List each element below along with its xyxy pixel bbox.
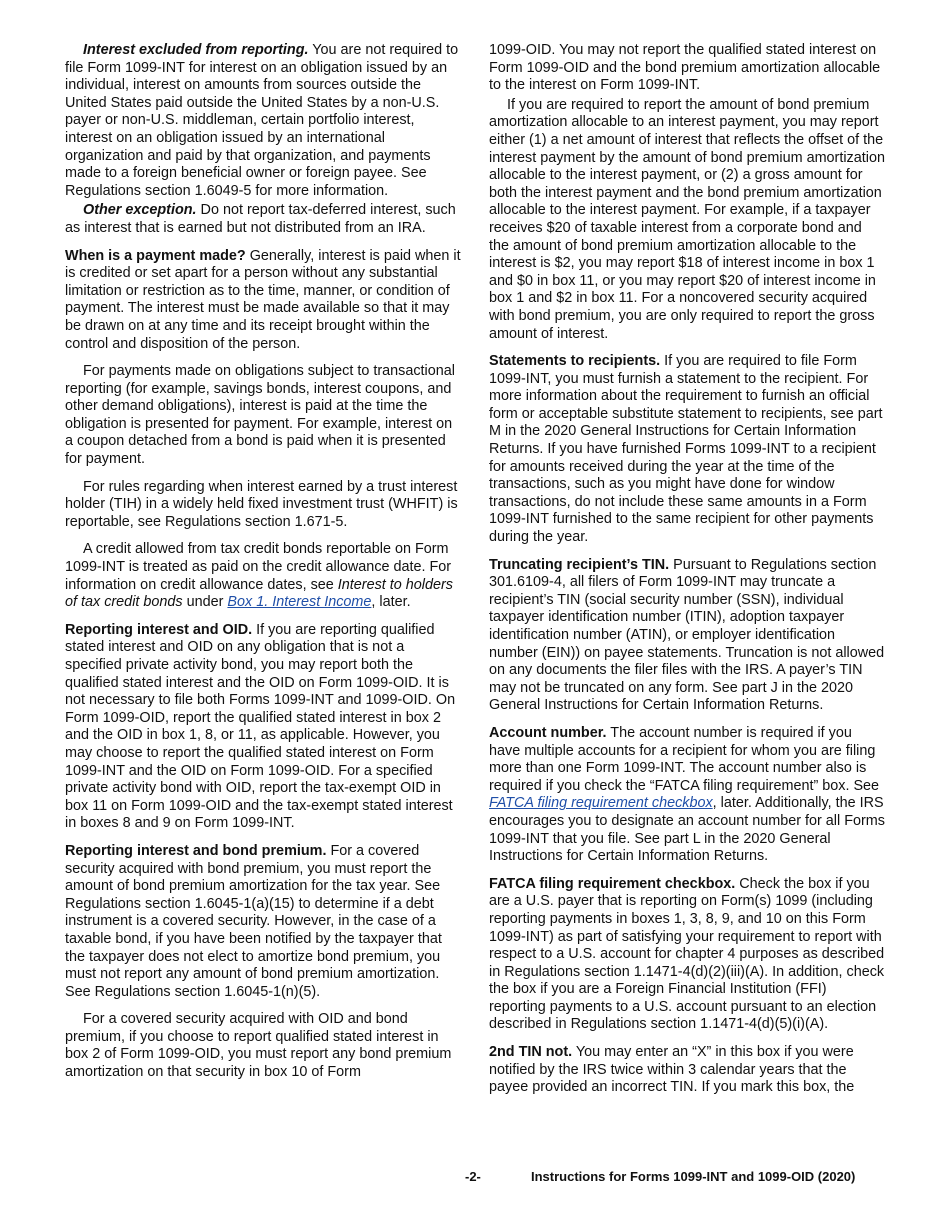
tax-credit-bonds-paragraph — [65, 541, 461, 611]
reporting-oid-body: If you are reporting qualified stated interest and OID on any obligation that is not a specified private activity bond, you may report both the qualified stated interest and the OID on Form 1099-OID. It is not necessary to file both Forms 1099-INT and 1099-OID. On Form 1099-OID, report the qualified stated interest in box 2 and the OID in box 1, 8, or 11, as applicable. However, you may choose to report the qualified stated interest on Form 1099-INT and the OID on Form 1099-OID. For a specified private activity bond with OID, report the tax-exempt OID in box 11 on Form 1099-OID and the tax-exempt stated interest in boxes 8 and 9 on Form 1099-INT. — [65, 621, 456, 832]
payment-made-paragraph — [65, 248, 461, 354]
truncating-heading: Truncating recipient’s TIN. — [489, 556, 670, 573]
tax-credit-text-c: , later. — [371, 594, 411, 611]
account-number-body-a: The account number is required if you have multiple accounts for a recipient for whom you are filing more than one Form 1099-INT. The account number also is required if you check the “FATCA filing requirement” box. See — [489, 724, 880, 794]
whfit-paragraph: For rules regarding when interest earned by a trust interest holder (TIH) in a widely held fixed investment trust (WHFIT) is reportable, see Regulations section 1.671-5. — [65, 478, 458, 530]
fatca-checkbox-link[interactable]: FATCA filing requirement checkbox — [489, 795, 713, 812]
second-tin-paragraph — [489, 1044, 885, 1097]
statements-body: If you are required to file Form 1099-INT, you must furnish a statement to the recipient. For more information about the requirement to furnish an official form or acceptable substitute statement to recipients, see part M in the 2020 General Instructions for Certain Information Returns. If you have furnished Forms 1099-INT to a recipient for amounts received during the year at the time of the transactions, such as you might have done for window transactions, do not include these same amounts in a Form 1099-INT furnished to the same recipient for other payments during the year. — [489, 353, 883, 546]
premium-allocation-paragraph: If you are required to report the amount of bond premium amortization allocable to an interest payment, you may report either (1) a net amount of interest that reflects the offset of the interest payment by the amount of bond premium amortization allocable to the interest payment, or (2) a gross amount for both the interest payment and the bond premium amortization allocable to the interest payment. For example, if a taxpayer receives $20 of taxable interest from a corporate bond and the amount of bond premium amortization allocable to the interest is $2, you may report $18 of interest income in box 1 and $0 in box 11, or you may report $20 of interest income in box 1 and $2 in box 11. For a noncovered security acquired with bond premium, you are only required to report the gross amount of interest. — [489, 96, 885, 342]
payment-made-heading: When is a payment made? — [65, 247, 246, 264]
payment-made-body: Generally, interest is paid when it is credited or set apart for a person without any substantial limitation or restriction as to the time, manner, or condition of payment. The interest must be made available so that it may be drawn on at any time and its receipt brought within the control and disposition of the person. — [65, 247, 461, 352]
fatca-heading: FATCA filing requirement checkbox. — [489, 875, 736, 892]
box1-interest-income-link[interactable]: Box 1. Interest Income — [227, 594, 372, 611]
other-exception-heading: Other exception. — [83, 202, 197, 219]
account-number-paragraph — [489, 725, 885, 866]
tax-credit-text-a: A credit allowed from tax credit bonds reportable on Form 1099-INT is treated as paid on the credit allowance date. For information on credit allowance dates, see — [65, 541, 452, 593]
interest-excluded-paragraph — [65, 42, 461, 200]
page-number: -2- — [465, 1169, 481, 1184]
account-number-heading: Account number. — [489, 724, 607, 741]
interest-excluded-body: You are not required to file Form 1099-INT for interest on an obligation issued by an individual, interest on amounts from sources outside the United States paid outside the United States by a non-U.S. payer or non-U.S. middleman, certain portfolio interest, interest on an obligation issued by an international organization and paid by that organization, and payments made to a foreign beneficial owner or foreign payee. See Regulations section 1.6049-5 for more information. — [65, 42, 459, 199]
oid-premium-paragraph: For a covered security acquired with OID and bond premium, if you choose to report qualified stated interest in box 2 of Form 1099-OID, you must report any bond premium amortization on that security in box 10 of Form — [65, 1011, 452, 1081]
fatca-paragraph — [489, 876, 885, 1034]
continued-paragraph: 1099-OID. You may not report the qualified stated interest on Form 1099-OID and the bond premium amortization allocable to the interest on Form 1099-INT. — [489, 42, 881, 94]
second-tin-body: You may enter an “X” in this box if you were notified by the IRS twice within 3 calendar years that the payee provided an incorrect TIN. If you mark this box, the — [489, 1044, 855, 1096]
second-tin-heading: 2nd TIN not. — [489, 1044, 573, 1061]
right-column — [489, 42, 885, 1107]
truncating-paragraph — [489, 557, 885, 715]
reporting-premium-body: For a covered security acquired with bond premium, you must report the amount of bond premium amortization for the tax year. See Regulations section 1.6045-1(a)(15) to determine if a debt instrument is a covered security. However, in the case of a taxable bond, if you have been notified by the taxpayer that the taxpayer does not elect to amortize bond premium, you must not report any amount of bond premium amortization. See Regulations section 1.6045-1(n)(5). — [65, 842, 442, 1000]
tax-credit-emphasis: Interest to holders of tax credit bonds — [65, 576, 453, 611]
transactional-reporting-paragraph: For payments made on obligations subject to transactional reporting (for example, savings bonds, interest coupons, and other demand obligations), interest is paid at the time the obligation is presented for payment. For example, interest on a coupon detached from a bond is paid when it is presented for payment. — [65, 363, 455, 468]
reporting-premium-paragraph — [65, 843, 461, 1001]
reporting-oid-paragraph — [65, 622, 461, 833]
interest-excluded-heading: Interest excluded from reporting. — [83, 42, 309, 58]
reporting-oid-heading: Reporting interest and OID. — [65, 621, 253, 638]
footer-title: Instructions for Forms 1099-INT and 1099-OID (2020) — [531, 1169, 856, 1184]
statements-heading: Statements to recipients. — [489, 353, 661, 370]
other-exception-body: Do not report tax-deferred interest, such as interest that is earned but not distributed from an IRA. — [65, 202, 456, 236]
left-column — [65, 42, 461, 1092]
fatca-body: Check the box if you are a U.S. payer that is reporting on Form(s) 1099 (including reporting payments in boxes 1, 3, 8, 9, and 10 on this Form 1099-INT) as part of satisfying your requirement to report with respect to a U.S. account for chapter 4 purposes as described in Regulations section 1.1471-4(d)(2)(iii)(A). In addition, check the box if you are a Foreign Financial Institution (FFI) reporting payments to a U.S. account pursuant to an election described in Regulations section 1.1471-4(d)(5)(i)(A). — [489, 875, 885, 1033]
other-exception-paragraph — [65, 202, 461, 237]
reporting-premium-heading: Reporting interest and bond premium. — [65, 842, 327, 859]
account-number-body-b: , later. Additionally, the IRS encourages you to designate an account number for all Forms 1099-INT that you file. See part L in the 2020 General Instructions for Certain Information Returns. — [489, 795, 885, 865]
truncating-body: Pursuant to Regulations section 301.6109-4, all filers of Form 1099-INT may truncate a recipient’s TIN (social security number (SSN), individual taxpayer identification number (ITIN), adoption taxpayer identification number (ATIN), or employer identification number (EIN)) on payee statements. Truncation is not allowed on any documents the filer files with the IRS. A payer’s TIN may not be truncated on any form. See part J in the 2020 General Instructions for Certain Information Returns. — [489, 556, 885, 714]
tax-credit-text-b: under — [182, 594, 228, 611]
statements-paragraph — [489, 353, 885, 547]
